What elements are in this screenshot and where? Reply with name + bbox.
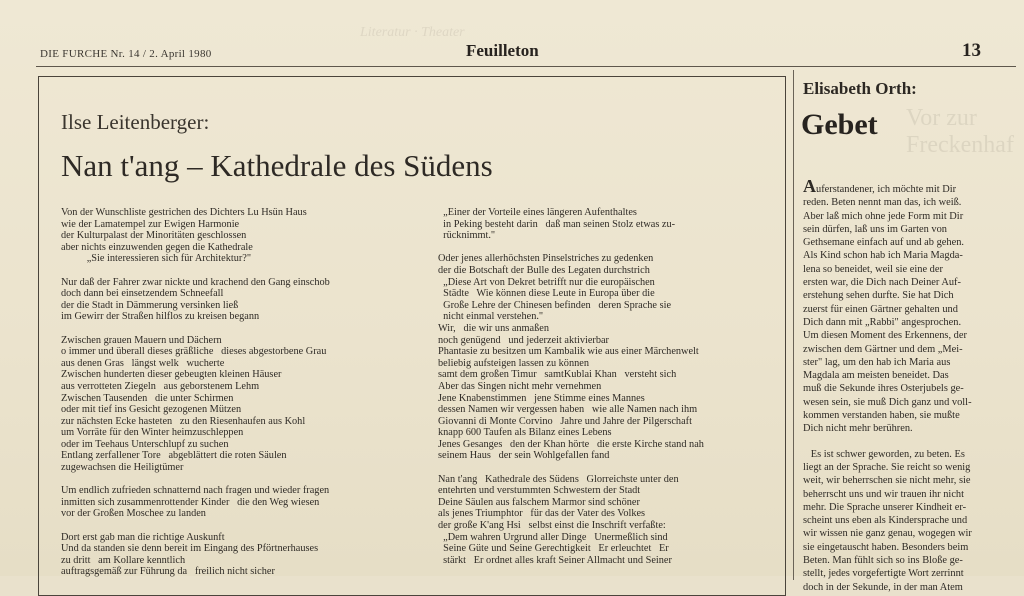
page-number: 13: [962, 40, 981, 61]
article-column-1: Von der Wunschliste gestrichen des Dichters Lu Hsün Haus wie der Lamatempel zur Ewigen Harmonie der Kulturpalast der Minoritäten geschlossen aber nichts einzuwenden gegen die Kathedrale „Sie interessieren sich für Architektur?" Nur daß der Fahrer zwar nickte und krachend den Gang einschob doch dann bei einsetzendem Schneefall der die Stadt in Dämmerung versinken ließ im Gewirr der Straßen hilflos zu kreisen begann Zwischen grauen Mauern und Dächern o immer und überall dieses gräßliche dieses abgestorbene Grau aus denen Gras längst welk wucherte Zwischen hunderten dieser gebeugten kleinen Häuser aus verrotteten Ziegeln aus geborstenem Lehm Zwischen Tausenden die unter Schirmen oder mit tief ins Gesicht gezogenen Mützen zur nächsten Ecke hasteten zu den Riesenhaufen aus Kohl um Vorräte für den Winter heimzuschleppen oder im Teehaus Unterschlupf zu suchen Entlang zerfallener Tore abgeblättert die roten Säulen zugewachsen die Heiligtümer Um endlich zufrieden schnatternd nach fragen und wieder fragen inmitten sich zusammenrottender Kinder die den Weg wiesen vor der Großen Moschee zu landen Dort erst gab man die richtige Auskunft Und da standen sie denn bereit im Eingang des Pförtnerhauses zu dritt am Kollare kenntlich auftragsgemäß zur Führung da freilich nicht sicher: [61, 207, 330, 578]
section-title: Feuilleton: [466, 41, 539, 60]
sidebar-author: Elisabeth Orth:: [803, 79, 917, 98]
article-column-2: „Einer der Vorteile eines längeren Aufenthaltes in Peking besteht darin daß man seinen Stolz etwas zu- rücknimmt." Oder jenes allerhöchsten Pinselstriches zu gedenken der die Botschaft der Bulle des Legaten durchstrich „Diese Art von Dekret betrifft nur die europäischen Städte Wie können diese Leute in Europa über die Große Lehre der Chinesen befinden deren Sprache sie nicht einmal verstehen." Wir, die wir uns anmaßen noch genügend und jederzeit aktivierbar Phantasie zu besitzen um Kambalik wie aus einer Märchenwelt beliebig aufsteigen lassen zu können samt dem großen Timur samtKublai Khan versteht sich Aber das Singen nicht mehr vernehmen Jene Knabenstimmen jene Stimme eines Mannes dessen Namen wir vergessen haben wie alle Namen nach ihm Giovanni di Monte Corvino Jahre und Jahre der Pilgerschaft knapp 600 Taufen als Bilanz eines Lebens Jenes Gesanges den der Khan hörte die erste Kirche stand nah seinem Haus der sein Wohlgefallen fand Nan t'ang Kathedrale des Südens Glorreichste unter den entehrten und verstummten Schwestern der Stadt Deine Säulen aus falschem Marmor sind schöner als jenes Triumphtor für das der Vater des Volkes der große K'ang Hsi selbst einst die Inschrift verfaßte: „Dem wahren Urgrund aller Dinge Unermeßlich sind Seine Güte und Seine Gerechtigkeit Er erleuchtet Er stärkt Er ordnet alles kraft Seiner Allmacht und Seiner: [438, 207, 704, 566]
issue-info: DIE FURCHE Nr. 14 / 2. April 1980: [40, 48, 212, 60]
header-rule: [36, 66, 1016, 67]
bleed-through-text: Literatur · Theater: [360, 25, 465, 40]
article-author: Ilse Leitenberger:: [61, 110, 210, 134]
sidebar-title: Gebet: [801, 108, 878, 141]
bleed-through-heading: Vor zur Freckenhaf: [906, 105, 1014, 158]
article-title: Nan t'ang – Kathedrale des Südens: [61, 148, 493, 183]
sidebar-paragraph-2: Es ist schwer geworden, zu beten. Es liegt an der Sprache. Sie reicht so wenig weit, wir beherrschen sie nicht mehr, sie beherrscht uns und wir trauen ihr nicht mehr. Die Sprache unserer Kindheit er- scheint uns eben als Kindersprache und wir wissen nie ganz genau, wogegen wir sie eingetauscht haben. Besonders beim Beten. Man fühlt sich so ins Bloße ge- stellt, jedes vorgefertigte Wort zerrinnt doch in der Sekunde, in der man Atem: [803, 448, 972, 593]
drop-cap: A: [803, 176, 816, 196]
sidebar-paragraph-1: uferstandener, ich möchte mit Dir reden. Beten nennt man das, ich weiß. Aber laß mich ohne jede Form mit Dir sein dürfen, laß uns im Garten von Gethsemane einfach auf und ab gehen. Als Kind schon hab ich Maria Magda- lena so beneidet, weil sie eine der ersten war, die Dich nach Deiner Auf- erstehung sehen durfte. Sie hat Dich zuerst für einen Gärtner gehalten und Dich dann mit „Rabbi" angesprochen. Um diesen Moment des Erkennens, der zwischen dem Gärtner und dem „Mei- ster" lag, um den hab ich Maria aus Magdala am meisten beneidet. Das muß die Sekunde ihres Osterjubels ge- wesen sein, sie muß Dich ganz und voll- kommen verstanden haben, sie mußte Dich nicht mehr berühren.: [803, 184, 972, 435]
sidebar-body: [803, 176, 983, 593]
column-divider: [793, 70, 794, 580]
